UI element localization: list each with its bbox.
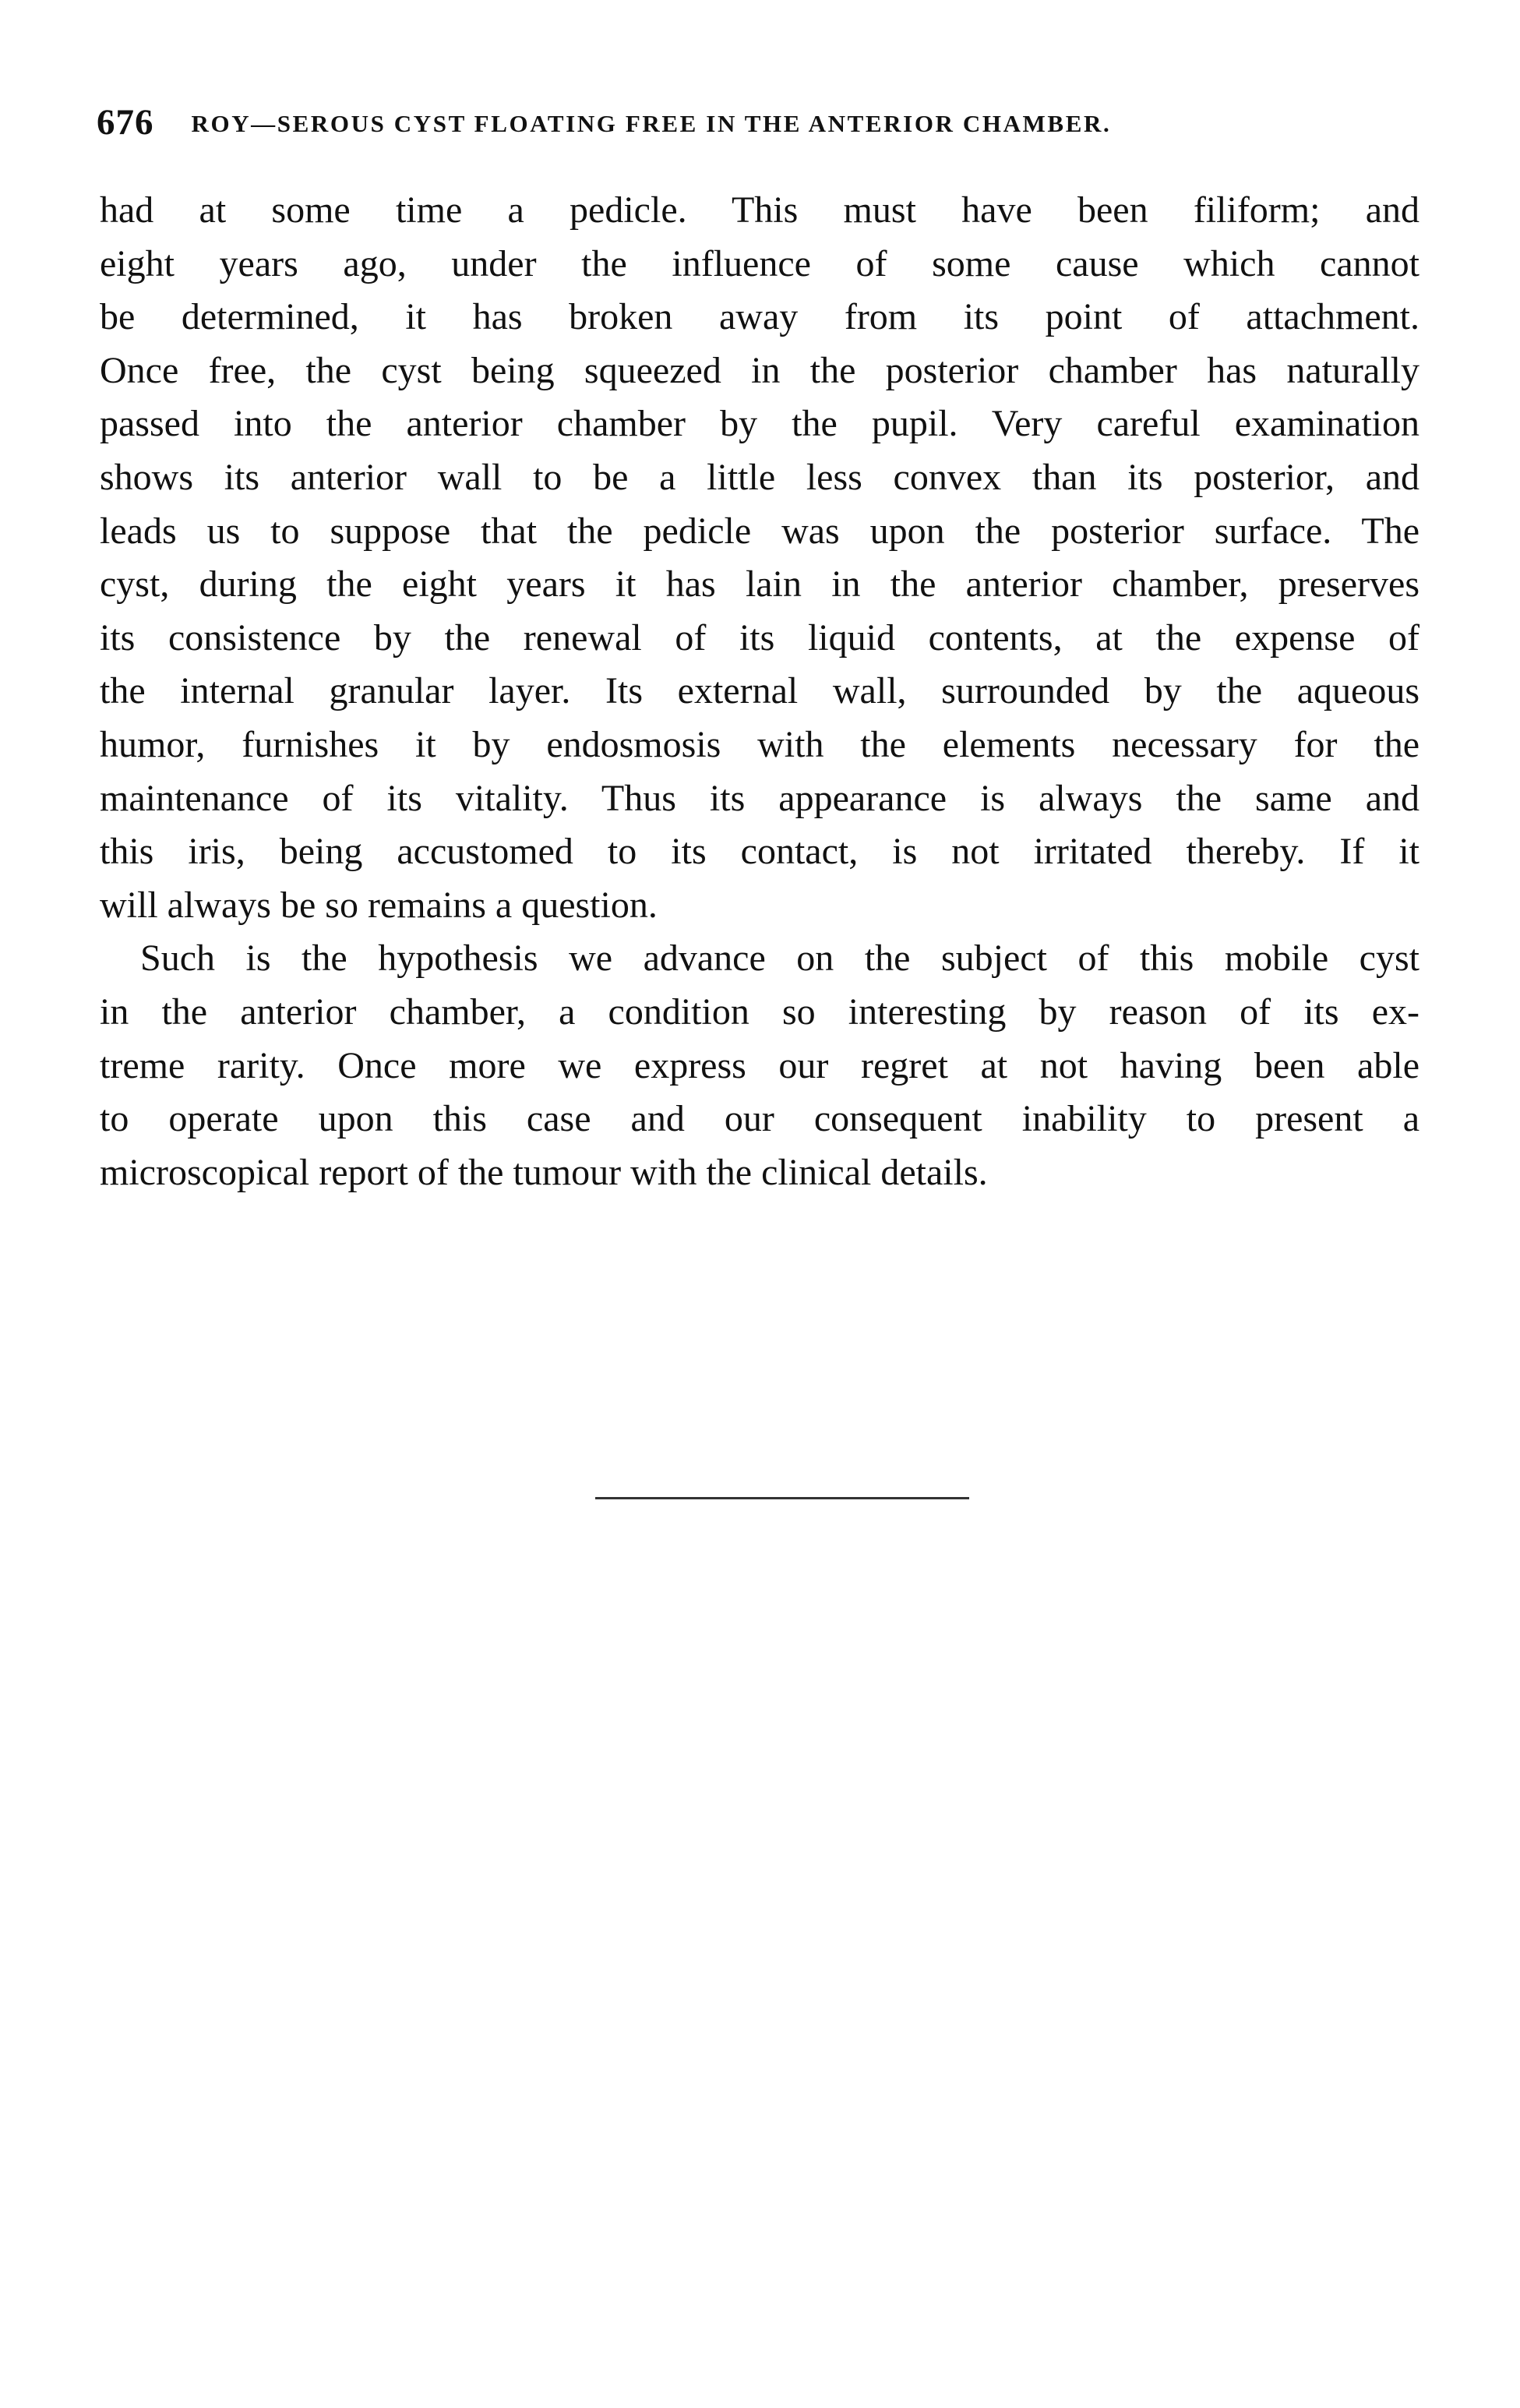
text-line: Once free, the cyst being squeezed in the posterior chamber has naturally: [100, 349, 1419, 391]
paragraph-2: [100, 932, 1419, 1199]
text-line: in the anterior chamber, a condition so interesting by reason of its ex-: [100, 990, 1419, 1033]
text-line: had at some time a pedicle. This must have been filiform; and: [100, 189, 1419, 231]
text-line: shows its anterior wall to be a little less convex than its posterior, and: [100, 456, 1419, 498]
text-line: be determined, it has broken away from its point of attachment.: [100, 296, 1419, 338]
running-title: ROY—SEROUS CYST FLOATING FREE IN THE ANTERIOR CHAMBER.: [191, 110, 1112, 137]
text-line: this iris, being accustomed to its contact, is not irritated thereby. If it: [100, 831, 1419, 873]
text-line: Such is the hypothesis we advance on the subject of this mobile cyst: [140, 937, 1419, 980]
running-head: [97, 101, 1421, 143]
text-line: leads us to suppose that the pedicle was upon the posterior surface. The: [100, 510, 1419, 552]
closing-rule: [595, 1497, 969, 1499]
text-line: passed into the anterior chamber by the pupil. Very careful examination: [100, 403, 1419, 445]
text-line: eight years ago, under the influence of some cause which cannot: [100, 242, 1419, 284]
text-line: cyst, during the eight years it has lain in the anterior chamber, preserves: [100, 563, 1419, 606]
text-line: to operate upon this case and our consequent inability to present a: [100, 1098, 1419, 1140]
text-line: treme rarity. Once more we express our regret at not having been able: [100, 1044, 1419, 1086]
page-number: 676: [97, 102, 154, 143]
text-line: its consistence by the renewal of its liquid contents, at the expense of: [100, 616, 1419, 658]
text-line: humor, furnishes it by endosmosis with the elements necessary for the: [100, 723, 1419, 765]
body-text: [100, 184, 1419, 1199]
text-line: microscopical report of the tumour with the clinical details.: [100, 1151, 988, 1193]
text-line: will always be so remains a question.: [100, 884, 658, 926]
paragraph-1: [100, 184, 1419, 932]
text-line: maintenance of its vitality. Thus its appearance is always the same and: [100, 777, 1419, 819]
text-line: the internal granular layer. Its external wall, surrounded by the aqueous: [100, 670, 1419, 712]
